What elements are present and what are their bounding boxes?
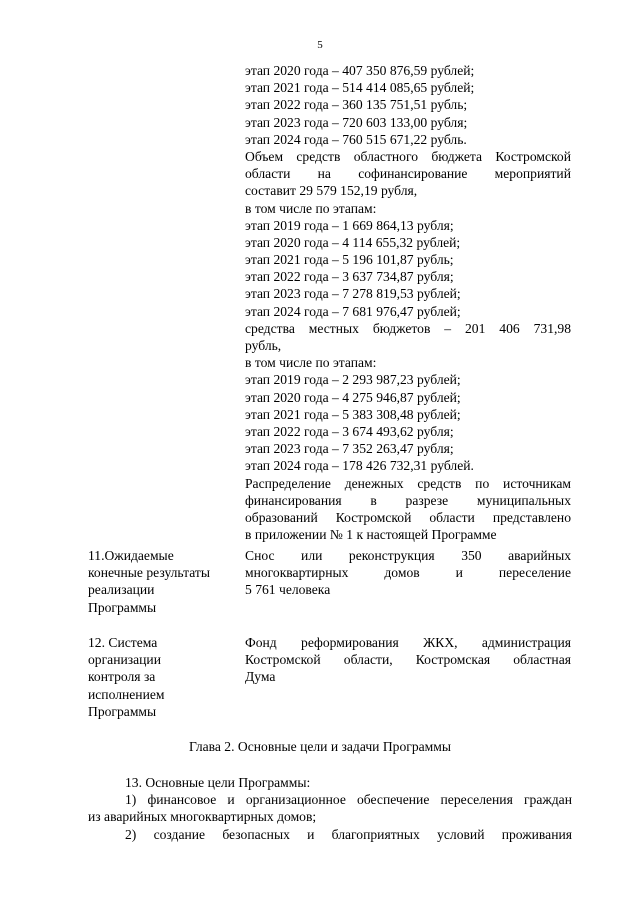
row11-value-line: Снос или реконструкция 350 аварийных: [245, 548, 571, 563]
row12-label-line: исполнением: [88, 686, 165, 702]
regional-intro-line: в том числе по этапам:: [245, 200, 377, 216]
distribution-line: Распределение денежных средств по источникам: [245, 475, 571, 491]
regional-stage-2023: этап 2023 года – 7 278 819,53 рублей;: [245, 286, 461, 302]
funding-block: [245, 62, 571, 543]
row11-label-line: конечные результаты: [88, 565, 210, 581]
row12-label: [88, 634, 238, 720]
row12-label-line: 12. Система: [88, 635, 158, 650]
federal-stage-2023: этап 2023 года – 720 603 133,00 рубля;: [245, 114, 468, 130]
local-intro-line: средства местных бюджетов – 201 406 731,98: [245, 320, 571, 336]
row11-value: [245, 547, 571, 599]
goal-item-2: 2) создание безопасных и благоприятных условий проживания: [125, 826, 572, 842]
row12-value: [245, 634, 571, 686]
goal-item-1: 1) финансовое и организационное обеспечение переселения граждан: [125, 792, 572, 808]
local-intro-line: рубль,: [245, 338, 282, 353]
federal-stage-2020: этап 2020 года – 407 350 876,59 рублей;: [245, 63, 475, 78]
row12-value-line: Костромской области, Костромская областная: [245, 652, 571, 668]
row12-label-line: контроля за: [88, 669, 156, 685]
regional-intro-line: области на софинансирование мероприятий: [245, 166, 571, 182]
regional-stage-2021: этап 2021 года – 5 196 101,87 рубль;: [245, 252, 454, 268]
distribution-line: финансирования в разрезе муниципальных: [245, 492, 571, 508]
chapter-title: Глава 2. Основные цели и задачи Программы: [188, 739, 451, 754]
federal-stage-2024: этап 2024 года – 760 515 671,22 рубль.: [245, 131, 467, 147]
row11-label-line: Программы: [88, 599, 157, 615]
local-intro-line: в том числе по этапам:: [245, 355, 377, 371]
row12-label-line: Программы: [88, 703, 157, 719]
local-stage-2020: этап 2020 года – 4 275 946,87 рублей;: [245, 389, 461, 405]
goals-heading: 13. Основные цели Программы:: [125, 775, 311, 790]
row12-value-line: Фонд реформирования ЖКХ, администрация: [245, 635, 571, 650]
local-stage-2019: этап 2019 года – 2 293 987,23 рублей;: [245, 372, 461, 388]
row11-label: [88, 547, 238, 616]
distribution-line: в приложении № 1 к настоящей Программе: [245, 527, 497, 543]
row12-label-line: организации: [88, 652, 161, 668]
regional-stage-2019: этап 2019 года – 1 669 864,13 рубля;: [245, 217, 454, 233]
page-number: 5: [317, 39, 323, 51]
regional-stage-2024: этап 2024 года – 7 681 976,47 рублей;: [245, 303, 461, 319]
federal-stage-2021: этап 2021 года – 514 414 085,65 рублей;: [245, 80, 475, 96]
local-stage-2021: этап 2021 года – 5 383 308,48 рублей;: [245, 406, 461, 422]
row11-value-line: 5 761 человека: [245, 582, 331, 598]
row11-value-line: многоквартирных домов и переселение: [245, 565, 571, 581]
regional-intro-line: составит 29 579 152,19 рубля,: [245, 183, 418, 199]
local-stage-2023: этап 2023 года – 7 352 263,47 рубля;: [245, 441, 454, 457]
local-stage-2024: этап 2024 года – 178 426 732,31 рублей.: [245, 458, 474, 474]
goals-section: [88, 774, 572, 843]
row12-value-line: Дума: [245, 669, 276, 685]
regional-stage-2020: этап 2020 года – 4 114 655,32 рублей;: [245, 234, 461, 250]
regional-intro-line: Объем средств областного бюджета Костромской: [245, 148, 571, 164]
local-stage-2022: этап 2022 года – 3 674 493,62 рубля;: [245, 423, 454, 439]
federal-stage-2022: этап 2022 года – 360 135 751,51 рубль;: [245, 97, 468, 113]
regional-stage-2022: этап 2022 года – 3 637 734,87 рубля;: [245, 269, 454, 285]
distribution-line: образований Костромской области представлено: [245, 509, 571, 525]
row11-label-line: реализации: [88, 582, 155, 598]
row11-label-line: 11.Ожидаемые: [88, 548, 174, 563]
goal-item-1-cont: из аварийных многоквартирных домов;: [88, 809, 317, 825]
